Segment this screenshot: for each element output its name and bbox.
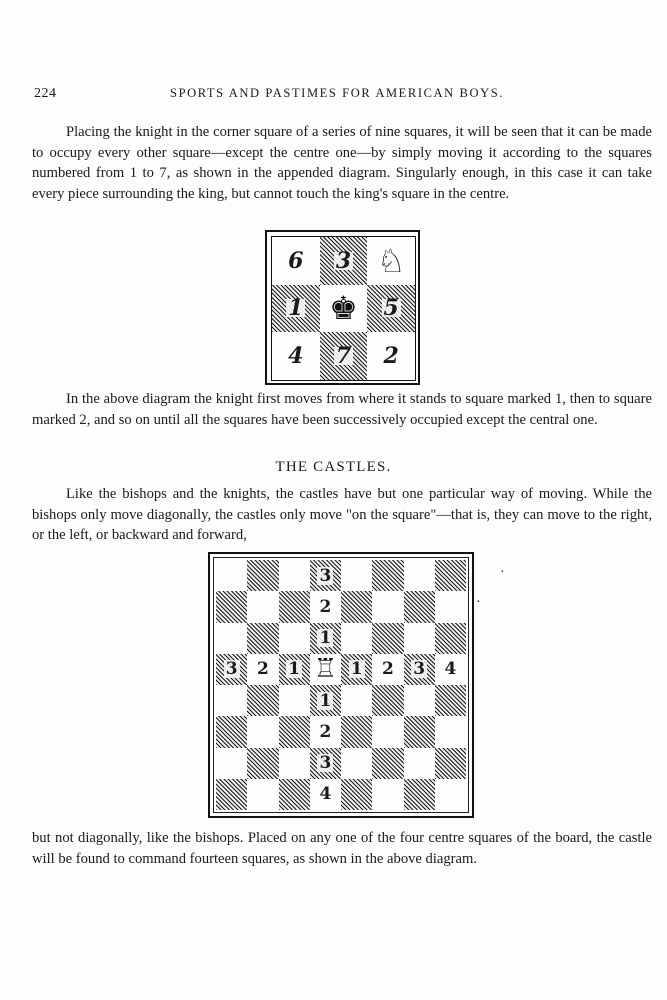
- board-square: [279, 623, 310, 654]
- paragraph-knight-intro: Placing the knight in the corner square of a series of nine squares, it will be seen that it can be made to occupy every other square—except the centre one—by simply moving it according to the squares numbered from 1 to 7, as shown in the appended diagram. Singularly enough, in this case it can take every piece surrounding the king, but cannot touch the king's square in the centre.: [32, 124, 652, 202]
- board-square: [216, 560, 247, 591]
- board-square: [272, 237, 320, 285]
- move-number: 2: [381, 659, 394, 680]
- board-square: [435, 748, 466, 779]
- rook-icon: ♖: [313, 654, 338, 685]
- board-square: [341, 654, 372, 685]
- board-square: [279, 685, 310, 716]
- board-square: [272, 285, 320, 333]
- board-square: [435, 654, 466, 685]
- board-square: [216, 779, 247, 810]
- castle-moves-diagram: [208, 552, 474, 818]
- board-square: [341, 560, 372, 591]
- move-number: 2: [256, 659, 269, 680]
- board-square: [247, 748, 278, 779]
- board-square: [435, 560, 466, 591]
- board-square: [341, 748, 372, 779]
- move-number: 4: [319, 784, 332, 805]
- move-number: 1: [288, 659, 301, 680]
- knight-tour-diagram: [265, 230, 420, 385]
- move-number: 2: [319, 596, 332, 617]
- board-square: [435, 685, 466, 716]
- board-square: [279, 654, 310, 685]
- board-square: [247, 654, 278, 685]
- move-number: 2: [383, 343, 399, 370]
- move-number: 6: [288, 247, 304, 274]
- board-square: [404, 748, 435, 779]
- paragraph-castles-conclusion: but not diagonally, like the bishops. Placed on any one of the four centre squares of the board, the castle will be found to command fourteen squares, as shown in the above diagram.: [32, 830, 652, 867]
- paragraph-castles-intro: Like the bishops and the knights, the castles have but one particular way of moving. While the bishops only move diagonally, the castles only move "on the square"—that is, they can move to the right, or the left, or backward and forward,: [32, 486, 652, 543]
- running-title: SPORTS AND PASTIMES FOR AMERICAN BOYS.: [170, 86, 504, 100]
- board-square: [279, 748, 310, 779]
- move-number: 1: [319, 690, 332, 711]
- board-square: [247, 560, 278, 591]
- board-square: [216, 685, 247, 716]
- board-square: [310, 685, 341, 716]
- board-square: [404, 716, 435, 747]
- board-square: [404, 623, 435, 654]
- castle-board-grid: [216, 560, 466, 810]
- move-number: 4: [288, 343, 304, 370]
- board-square: [372, 748, 403, 779]
- board-square: [310, 654, 341, 685]
- board-square: [372, 654, 403, 685]
- board-square: [320, 285, 368, 333]
- board-square: [341, 591, 372, 622]
- section-title: THE CASTLES.: [275, 459, 392, 475]
- knight-icon: ♘: [376, 241, 406, 280]
- board-square: [341, 716, 372, 747]
- board-square: [310, 623, 341, 654]
- board-square: [216, 748, 247, 779]
- board-square: [320, 332, 368, 380]
- move-number: 3: [225, 659, 238, 680]
- move-number: 3: [413, 659, 426, 680]
- move-number: 1: [319, 628, 332, 649]
- board-square: [310, 716, 341, 747]
- board-square: [367, 332, 415, 380]
- board-square: [435, 591, 466, 622]
- margin-mark: ·: [500, 565, 505, 580]
- board-square: [435, 623, 466, 654]
- board-square: [216, 623, 247, 654]
- board-square: [404, 560, 435, 591]
- board-square: [279, 591, 310, 622]
- board-square: [320, 237, 368, 285]
- board-square: [404, 591, 435, 622]
- move-number: 7: [335, 343, 352, 370]
- move-number: 1: [350, 659, 363, 680]
- board-square: [372, 623, 403, 654]
- margin-mark: ·: [476, 595, 481, 610]
- board-square: [216, 654, 247, 685]
- move-number: 4: [444, 659, 457, 680]
- board-square: [372, 716, 403, 747]
- page-number: 224: [34, 86, 57, 101]
- move-number: 3: [319, 565, 332, 586]
- paragraph-knight-explanation: In the above diagram the knight first moves from where it stands to square marked 1, then to square marked 2, and so on until all the squares have been successively occupied except the central one.: [32, 391, 652, 428]
- board-square: [310, 591, 341, 622]
- board-square: [279, 779, 310, 810]
- board-square: [404, 779, 435, 810]
- king-icon: ♚: [329, 289, 358, 328]
- board-square: [341, 779, 372, 810]
- board-square: [247, 716, 278, 747]
- board-square: [367, 237, 415, 285]
- knight-board-grid: [271, 236, 416, 381]
- board-square: [404, 685, 435, 716]
- board-square: [435, 716, 466, 747]
- move-number: 5: [383, 295, 399, 322]
- board-square: [372, 560, 403, 591]
- board-square: [372, 685, 403, 716]
- board-square: [435, 779, 466, 810]
- board-square: [404, 654, 435, 685]
- board-square: [310, 560, 341, 591]
- board-square: [341, 685, 372, 716]
- board-square: [216, 716, 247, 747]
- board-square: [372, 779, 403, 810]
- move-number: 1: [288, 295, 304, 322]
- move-number: 3: [319, 753, 332, 774]
- page-header: [34, 86, 640, 106]
- board-square: [247, 591, 278, 622]
- board-square: [341, 623, 372, 654]
- board-square: [247, 779, 278, 810]
- move-number: 2: [319, 721, 332, 742]
- board-square: [279, 560, 310, 591]
- board-square: [272, 332, 320, 380]
- board-square: [247, 623, 278, 654]
- board-square: [310, 748, 341, 779]
- board-square: [247, 685, 278, 716]
- board-square: [372, 591, 403, 622]
- board-square: [367, 285, 415, 333]
- move-number: 3: [335, 247, 352, 274]
- board-square: [310, 779, 341, 810]
- board-square: [279, 716, 310, 747]
- board-square: [216, 591, 247, 622]
